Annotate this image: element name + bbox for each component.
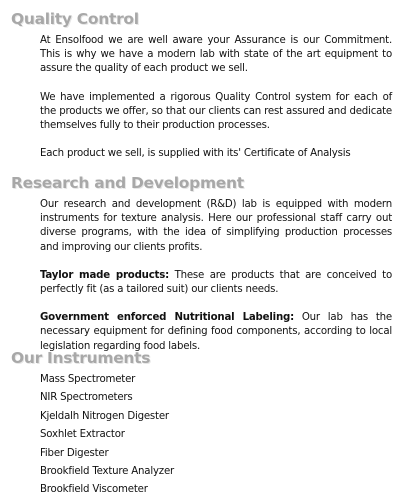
quality-control-heading: Quality Control xyxy=(11,10,139,28)
quality-control-paragraph: Each product we sell, is supplied with its' Certificate of Analysis xyxy=(40,148,351,160)
quality-control-body xyxy=(0,34,403,161)
instruments-list xyxy=(0,371,403,500)
nutritional-labeling-label: Government enforced Nutritional Labeling: xyxy=(40,312,294,324)
nutritional-labeling-text: Our lab has the necessary equipment for defining food components, according to local legislation regarding food labels. xyxy=(40,312,393,352)
taylor-made-text: These are products that are conceived to perfectly fit (as a tailored suit) our clients needs. xyxy=(40,269,392,296)
quality-control-section xyxy=(0,9,403,161)
list-item: Fiber Digester xyxy=(40,447,109,459)
list-item: Mass Spectrometer xyxy=(40,374,136,385)
research-section xyxy=(0,173,403,354)
list-item: Brookfield Viscometer xyxy=(40,484,148,496)
taylor-made-label: Taylor made products: xyxy=(40,269,169,281)
research-heading: Research and Development xyxy=(11,174,244,192)
quality-control-paragraph: At Ensolfood we are well aware your Assurance is our Commitment. This is why we have a modern lab with state of the art equipment to assure the quality of each product we sell. xyxy=(40,35,392,75)
list-item: NIR Spectrometers xyxy=(40,392,133,404)
research-body xyxy=(0,198,403,354)
instruments-heading: Our Instruments xyxy=(11,349,151,367)
quality-control-paragraph: We have implemented a rigorous Quality Control system for each of the products we offer, so that our clients can rest assured and dedicate themselves fully to their production processes. xyxy=(40,91,392,132)
list-item: Soxhlet Extractor xyxy=(40,429,125,441)
taylor-made-paragraph xyxy=(40,269,392,297)
list-item: Kjeldalh Nitrogen Digester xyxy=(40,410,169,422)
list-item: Brookfield Texture Analyzer xyxy=(40,466,174,478)
instruments-section xyxy=(0,348,403,500)
research-paragraph: Our research and development (R&D) lab is equipped with modern instruments for texture analysis. Here our professional staff carry out diverse programs, with the idea of simplifying production processes and improving our clients profits. xyxy=(40,199,392,253)
